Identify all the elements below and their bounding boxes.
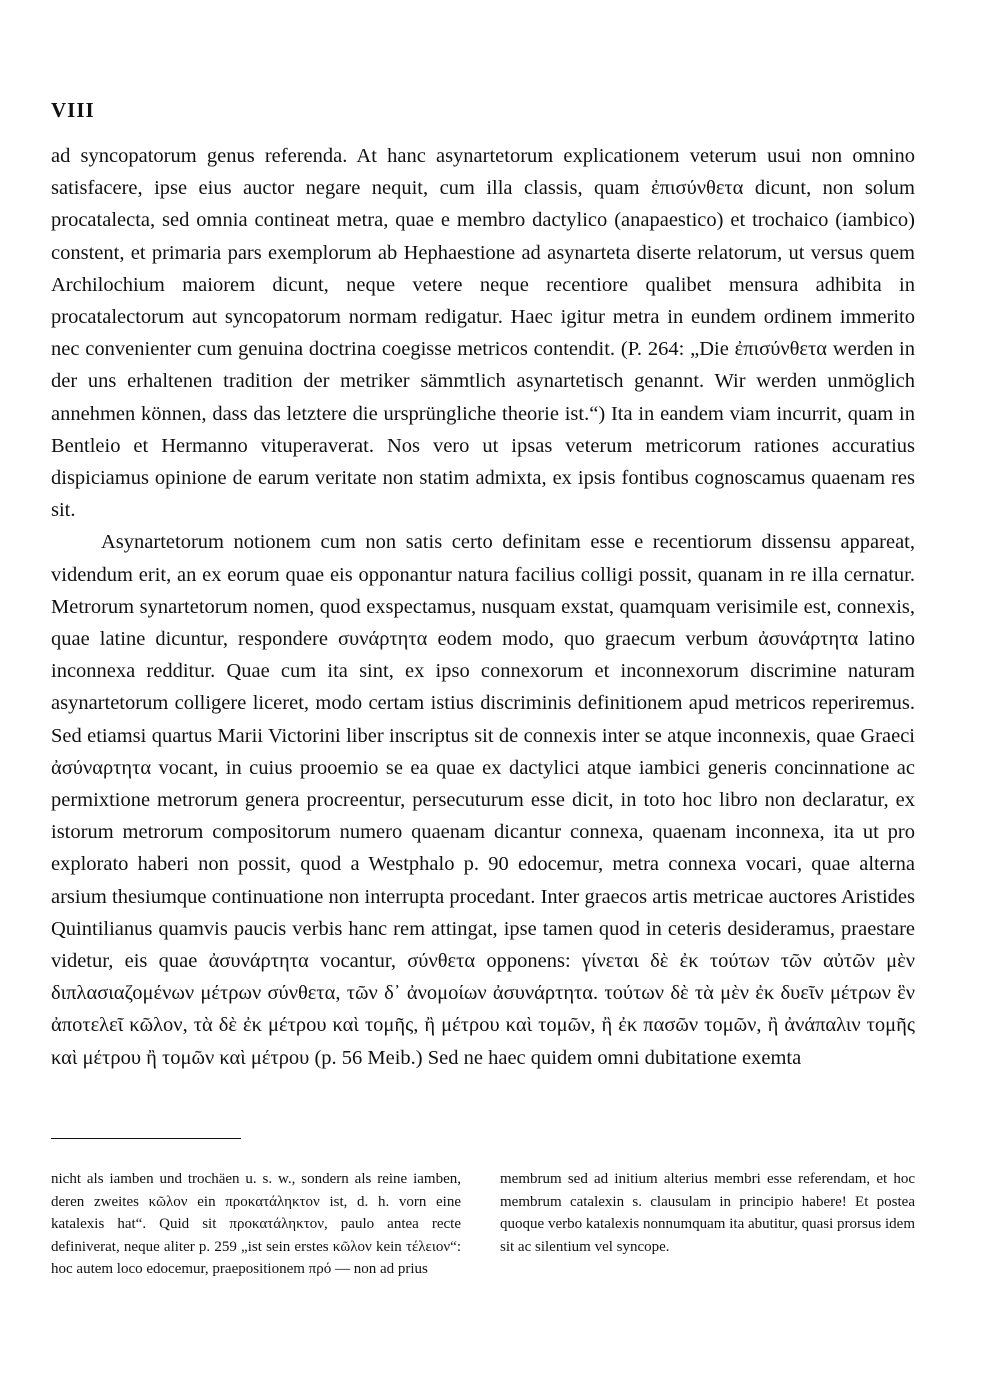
footnote-right-text: membrum sed ad initium alterius membri esse referendam, et hoc membrum catalexin s. clausulam in principio habere! Et postea quoque verbo katalexis nonnumquam ita abutitur, quasi prorsus idem sit ac silentium vel syncope.: [500, 1171, 915, 1255]
footnote-column-right: [500, 1168, 915, 1258]
footnote-divider: [51, 1138, 241, 1139]
paragraph-1: ad syncopatorum genus referenda. At hanc asynartetorum explicationem veterum usui non omnino satisfacere, ipse eius auctor negare nequit, cum illa classis, quam ἐπισύνθετα dicunt, non solum procatalecta, sed omnia contineat metra, quae e membro dactylico (anapaestico) et trochaico (iambico) constent, et primaria pars exemplorum ab Hephaestione ad asynarteta diserte relatorum, ut versus quem Archilochium maiorem dicunt, neque vetere neque recentiore qualibet mensura adhibita in procatalectorum aut syncopatorum normam redigatur. Haec igitur metra in eundem ordinem immerito nec convenienter cum genuina doctrina coegisse metricos contendit. (P. 264: „Die ἐπισύνθετα werden in der uns erhaltenen tradition der metriker sämmtlich asynartetisch genannt. Wir werden unmöglich annehmen können, dass das letztere die ursprüngliche theorie ist.“) Ita in eandem viam incurrit, quam in Bentleio et Hermanno vituperaverat. Nos vero ut ipsas veterum metricorum rationes accuratius dispiciamus opinione de earum veritate non statim admixta, ex ipsis fontibus cognoscamus quaenam res sit.: [51, 145, 915, 522]
footnote-left-text: nicht als iamben und trochäen u. s. w., sondern als reine iamben, deren zweites κῶλον ein προκατάληκτον ist, d. h. vorn eine katalexis hat“. Quid sit προκατάληκτον, paulo antea recte definiverat, neque aliter p. 259 „ist sein erstes κῶλον kein τέλειον“: hoc autem loco edocemur, praepositionem πρό — non ad prius: [51, 1171, 461, 1277]
main-text: [51, 140, 915, 1074]
paragraph-2: Asynartetorum notionem cum non satis certo definitam esse e recentiorum dissensu appareat, videndum erit, an ex eorum quae eis opponantur natura facilius colligi possit, quanam in re illa cernatur. Metrorum synartetorum nomen, quod exspectamus, nusquam exstat, quamquam verisimile est, connexis, quae latine dicuntur, respondere συνάρτητα eodem modo, quo graecum verbum ἀσυνάρτητα latino inconnexa redditur. Quae cum ita sint, ex ipso connexorum et inconnexorum discrimine naturam asynartetorum colligere liceret, modo certam istius discriminis definitionem apud metricos reperiremus. Sed etiamsi quartus Marii Victorini liber inscriptus sit de connexis inter se atque inconnexis, quae Graeci ἀσύναρτητα vocant, in cuius prooemio se ea quae ex dactylici atque iambici generis concinnatione ac permixtione metrorum genera procreentur, persecuturum esse dicit, in toto hoc libro non declaratur, ex istorum metrorum compositorum numero quaenam dicantur connexa, quaenam inconnexa, ita ut pro explorato haberi non possit, quod a Westphalo p. 90 edocemur, metra connexa vocari, quae alterna arsium thesiumque continuatione non interrupta procedant. Inter graecos artis metricae auctores Aristides Quintilianus quamvis paucis verbis hanc rem attingat, ipse tamen quod in ceteris desideramus, praestare videtur, eis quae ἀσυνάρτητα vocantur, σύνθετα opponens: γίνεται δὲ ἐκ τούτων τῶν αὐτῶν μὲν διπλασιαζομένων μέτρων σύνθετα, τῶν δ᾽ ἀνομοίων ἀσυνάρτητα. τούτων δὲ τὰ μὲν ἐκ δυεῖν μέτρων ἓν ἀποτελεῖ κῶλον, τὰ δὲ ἐκ μέτρου καὶ τομῆς, ἢ μέτρου καὶ τομῶν, ἢ ἐκ πασῶν τομῶν, ἢ ἀνάπαλιν τομῆς καὶ μέτρου ἢ τομῶν καὶ μέτρου (p. 56 Meib.) Sed ne haec quidem omni dubitatione exemta: [51, 531, 915, 1069]
footnote-column-left: [51, 1168, 461, 1281]
page-number: VIII: [51, 98, 95, 122]
